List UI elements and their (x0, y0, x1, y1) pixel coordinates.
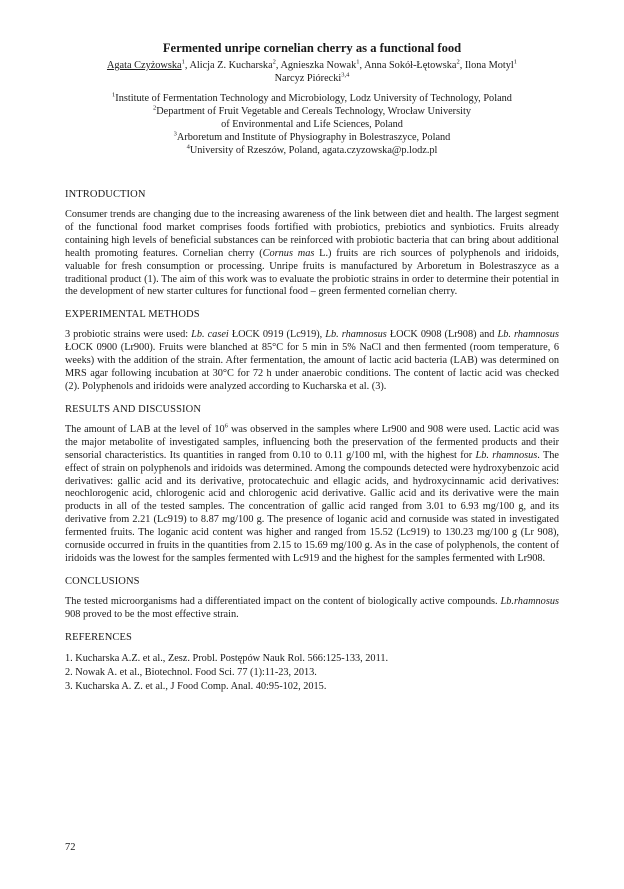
section-heading-results: RESULTS AND DISCUSSION (65, 403, 202, 415)
results-paragraph: The amount of LAB at the level of $10^6$ was observed in the samples where Lr900 and 908 were used. Lactic acid was the major metabolite of investigated samples, influencing both the preservation of the fermented products and their sensorial characteristics. Its quantities in ranged from 0.10 to 0.11 g/100 ml, with the highest for Lb. rhamnosus. The effect of strain on polyphenols and iridoids was determined. Among the compounds detected were hydroxybenzoic acid derivatives: gallic acid and its derivative, protocatechuic and ellagic acids, and hydroxycinnamic acid derivatives: neochlorogenic acid, chlorogenic acid and chlorogenic acid derivative. Gallic acid and its derivative were the main products in all of the tested samples. The concentration of gallic acid ranged from 3.01 to 6.93 mg/100 g, and its derivative from 2.21 (Lc919) to 8.87 mg/100 g. The presence of loganic acid and cornuside was stated in investigated fermented fruits. The loganic acid content was higher and ranged from 15.52 (Lc919) to 130.23 mg/100 g (Lr 908), cornuside occurred in fruits in the quantities from 2.15 to 15.69 mg/100 g. As in the case of polyphenols, the content of iridoids was the lowest for the samples fermented with Lc919 and the highest for the samples fermented with Lr908. (65, 422, 559, 564)
reference-list (65, 652, 559, 693)
affiliation: $^4$University of Rzeszów, Poland, agata.czyzowska@p.lodz.pl (186, 143, 438, 156)
section-heading-introduction: INTRODUCTION (65, 189, 146, 200)
affiliation: $^2$Department of Fruit Vegetable and Cereals Technology, Wrocław University (153, 104, 471, 117)
section-heading-methods: EXPERIMENTAL METHODS (65, 309, 200, 321)
reference-item: 3. Kucharska A. Z. et al., J Food Comp. Anal. 40:95-102, 2015. (65, 680, 327, 692)
authors-line-2: Narcyz Piórecki$^{3,4}$ (274, 71, 350, 84)
affiliations (65, 92, 559, 157)
first-author: Agata Czyżowska (106, 60, 182, 71)
conclusions-paragraph: The tested microorganisms had a differentiated impact on the content of biologically active compounds. Lb.rhamnosus 908 proved to be the most effective strain. (65, 595, 559, 620)
authors-line-1: Agata Czyżowska$^1$, Alicja Z. Kucharska$^2$, Agnieszka Nowak$^1$, Anna Sokół-Łętowska$^2$, Ilona Motyl$^1$ (106, 58, 518, 71)
methods-paragraph: 3 probiotic strains were used: Lb. casei ŁOCK 0919 (Lc919), Lb. rhamnosus ŁOCK 0908 (Lr908) and Lb. rhamnosus ŁOCK 0900 (Lr900). Fruits were blanched at 85°C for 5 min in 5% NaCl and then fermented (room temperature, 6 weeks) with the addition of the strain. After fermentation, the amount of lactic acid bacteria (LAB) was determined on MRS agar following incubation at 30°C for 72 h under anaerobic conditions. The content of lactic acid was checked (2). Polyphenols and iridoids were analyzed according to Kucharska et al. (3). (65, 329, 559, 392)
page-number: 72 (65, 842, 76, 853)
introduction-paragraph: Consumer trends are changing due to the increasing awareness of the link between diet and health. The largest segment of the functional food market comprises foods fortified with probiotics, prebiotics and synbiotics. Fruits already containing high levels of beneficial substances can be reinforced with probiotic bacteria that can bring about additional health promoting features. Cornelian cherry (Cornus mas L.) fruits are rich sources of polyphenols and iridoids, valuable for fresh consumption or processing. Unripe fruits is manufactured by Arboretum in Bolestraszyce as a traditional product (1). The aim of this work was to evaluate the probiotic strains in order to determine their potential in the development of new starter cultures for functional food – green fermented cornelian cherry. (65, 209, 559, 298)
reference-item: 2. Nowak A. et al., Biotechnol. Food Sci. 77 (1):11-23, 2013. (65, 666, 317, 678)
affiliation: $^3$Arboretum and Institute of Physiography in Bolestraszyce, Poland (173, 130, 451, 143)
reference-item: 1. Kucharska A.Z. et al., Zesz. Probl. Postępów Nauk Rol. 566:125-133, 2011. (65, 652, 389, 664)
section-heading-references: REFERENCES (65, 631, 132, 643)
affiliation: of Environmental and Life Sciences, Poland (221, 119, 403, 130)
author-list (65, 59, 559, 85)
paper-title: Fermented unripe cornelian cherry as a functional food (162, 41, 462, 55)
paper-page (65, 40, 559, 694)
section-heading-conclusions: CONCLUSIONS (65, 575, 140, 587)
affiliation: $^1$Institute of Fermentation Technology and Microbiology, Lodz University of Technology, Poland (112, 91, 512, 104)
